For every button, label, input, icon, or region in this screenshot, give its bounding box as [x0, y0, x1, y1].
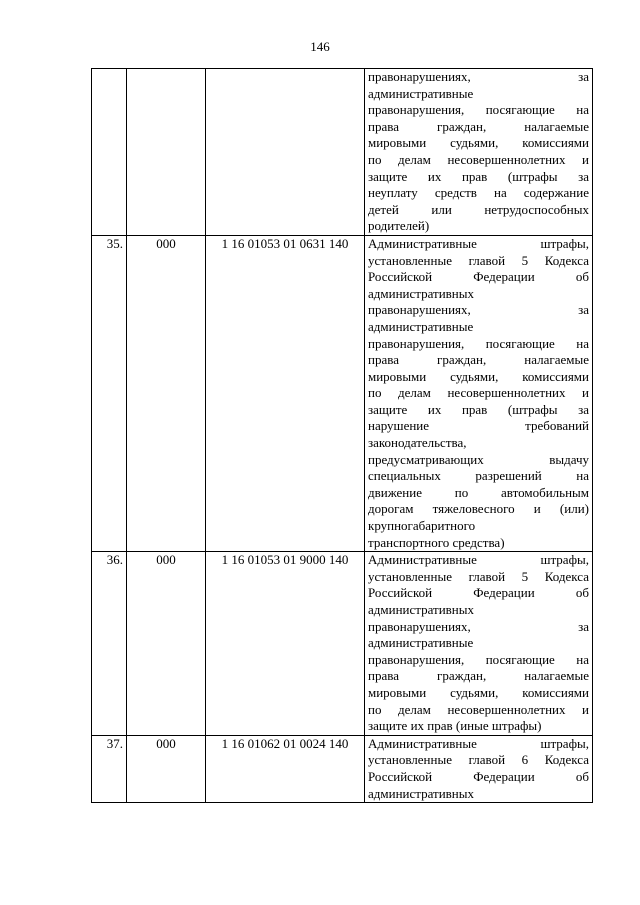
description-line: защите их прав (штрафы за [368, 401, 589, 417]
description-line: административные [368, 635, 474, 651]
description-line: специальных разрешений на [368, 468, 589, 484]
kbk-code-cell: 1 16 01053 01 9000 140 [206, 552, 365, 736]
description-line: правонарушениях, за [368, 302, 589, 318]
description-line: административных [368, 285, 474, 301]
description-line: дорогам тяжеловесного и (или) [368, 501, 589, 517]
description-line: правонарушениях, за [368, 618, 589, 634]
description-line: мировыми судьями, комиссиями [368, 135, 589, 151]
description-line: родителей) [368, 218, 430, 234]
description-line: правонарушения, посягающие на [368, 102, 589, 118]
description-line: неуплату средств на содержание [368, 185, 589, 201]
description-cell [365, 552, 593, 736]
description-line: законодательства, [368, 435, 467, 451]
row-number-cell [92, 69, 127, 236]
table-body [92, 69, 593, 803]
kbk-code-cell [206, 69, 365, 236]
row-number-cell: 37. [92, 735, 127, 802]
table-row [92, 235, 593, 551]
table-row [92, 735, 593, 802]
description-line: по делам несовершеннолетних и [368, 151, 589, 167]
table-row [92, 552, 593, 736]
description-line: транспортного средства) [368, 534, 505, 550]
description-line: административных [368, 602, 474, 617]
kbk-code-cell: 1 16 01062 01 0024 140 [206, 735, 365, 802]
admin-code-cell: 000 [127, 552, 206, 736]
description-line: Административные штрафы, [368, 552, 589, 568]
description-cell [365, 69, 593, 236]
description-line: мировыми судьями, комиссиями [368, 684, 589, 700]
description-cell [365, 735, 593, 802]
admin-code-cell: 000 [127, 735, 206, 802]
description-line: защите их прав (штрафы за [368, 168, 589, 184]
description-cell [365, 235, 593, 551]
description-line: по делам несовершеннолетних и [368, 701, 589, 717]
description-line: установленные главой 5 Кодекса [368, 252, 589, 268]
description-line: нарушение требований [368, 418, 589, 434]
admin-code-cell: 000 [127, 235, 206, 551]
budget-codes-table [91, 68, 593, 803]
description-line: по делам несовершеннолетних и [368, 385, 589, 401]
description-line: правонарушения, посягающие на [368, 651, 589, 667]
description-line: защите их прав (иные штрафы) [368, 718, 542, 734]
description-line: административных [368, 785, 474, 801]
table-row [92, 69, 593, 236]
description-line: предусматривающих выдачу [368, 451, 589, 467]
description-line: установленные главой 6 Кодекса [368, 752, 589, 768]
kbk-code-cell: 1 16 01053 01 0631 140 [206, 235, 365, 551]
description-line: права граждан, налагаемые [368, 118, 589, 134]
description-line: мировыми судьями, комиссиями [368, 368, 589, 384]
description-line: административные [368, 85, 474, 101]
description-line: права граждан, налагаемые [368, 352, 589, 368]
description-line: детей или нетрудоспособных [368, 201, 589, 217]
description-line: движение по автомобильным [368, 484, 589, 500]
description-line: Административные штрафы, [368, 735, 589, 751]
description-line: правонарушения, посягающие на [368, 335, 589, 351]
description-line: Российской Федерации об [368, 768, 589, 784]
description-line: Административные штрафы, [368, 235, 589, 251]
admin-code-cell [127, 69, 206, 236]
description-line: Российской Федерации об [368, 269, 589, 285]
description-line: административные [368, 318, 474, 334]
description-line: крупногабаритного [368, 518, 476, 534]
row-number-cell: 35. [92, 235, 127, 551]
row-number-cell: 36. [92, 552, 127, 736]
description-line: права граждан, налагаемые [368, 668, 589, 684]
description-line: Российской Федерации об [368, 585, 589, 601]
description-line: правонарушениях, за [368, 69, 589, 84]
page-number: 146 [310, 39, 330, 54]
description-line: установленные главой 5 Кодекса [368, 568, 589, 584]
